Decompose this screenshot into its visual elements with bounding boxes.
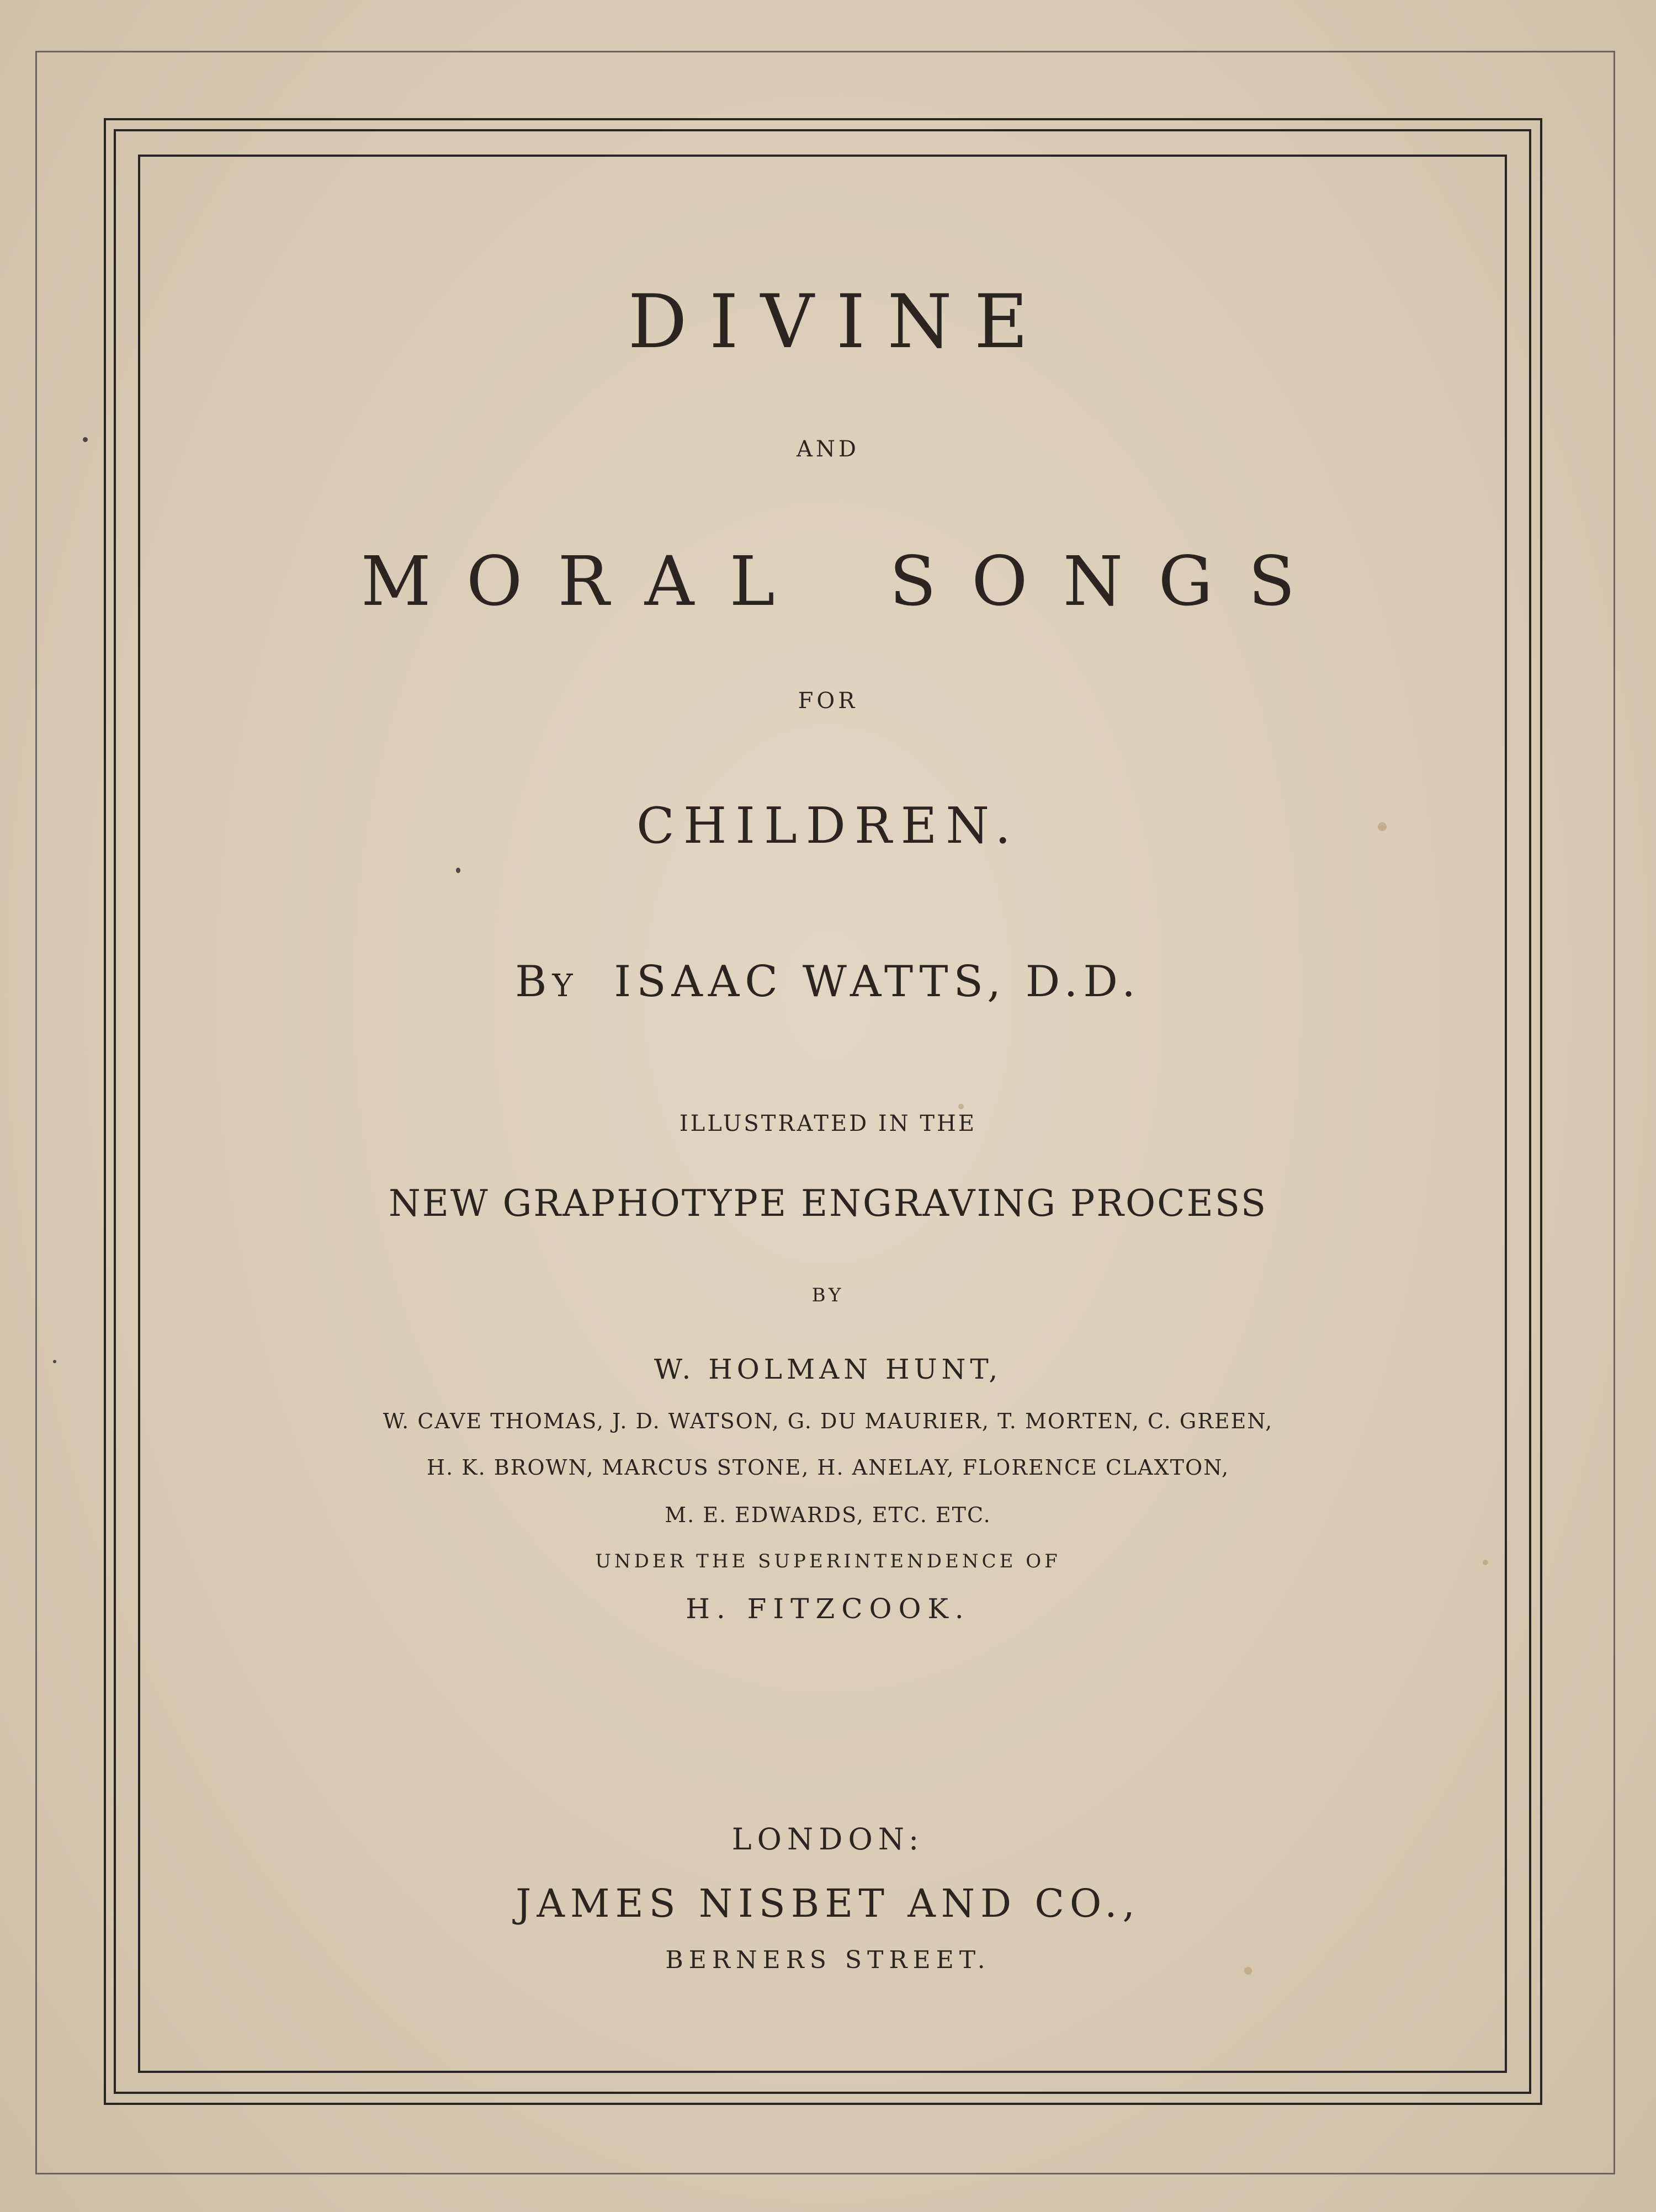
foxing-speck bbox=[958, 1104, 964, 1109]
illustrators-line-1: W. CAVE THOMAS, J. D. WATSON, G. DU MAURIER, T. MORTEN, C. GREEN, bbox=[383, 1409, 1273, 1433]
illustrators-line-3: M. E. EDWARDS, ETC. ETC. bbox=[665, 1503, 991, 1527]
byline-by-rest: Y bbox=[552, 968, 578, 1004]
engraving-process: NEW GRAPHOTYPE ENGRAVING PROCESS bbox=[388, 1182, 1268, 1225]
superintendence-label: UNDER THE SUPERINTENDENCE OF bbox=[595, 1550, 1061, 1572]
superintendent-name: H. FITZCOOK. bbox=[686, 1593, 970, 1625]
connector-and: AND bbox=[797, 437, 859, 462]
byline-by-initial: B bbox=[515, 957, 553, 1007]
connector-for: FOR bbox=[798, 688, 858, 714]
imprint-city: LONDON: bbox=[731, 1822, 925, 1857]
title-line-children: CHILDREN. bbox=[636, 797, 1020, 855]
byline bbox=[0, 957, 1656, 1007]
by-label: BY bbox=[811, 1284, 845, 1306]
imprint-publisher: JAMES NISBET AND CO., bbox=[516, 1881, 1140, 1926]
imprint-street: BERNERS STREET. bbox=[665, 1946, 991, 1974]
author-name: ISAAC WATTS, D.D. bbox=[614, 957, 1141, 1007]
foxing-speck bbox=[456, 868, 460, 873]
illustrators-line-2: H. K. BROWN, MARCUS STONE, H. ANELAY, FLORENCE CLAXTON, bbox=[426, 1455, 1230, 1480]
illustrated-in-the: ILLUSTRATED IN THE bbox=[679, 1111, 977, 1136]
lead-illustrator: W. HOLMAN HUNT, bbox=[654, 1353, 1002, 1385]
title-line-divine: DIVINE bbox=[628, 279, 1050, 365]
title-line-moral-songs: MORAL SONGS bbox=[360, 542, 1331, 621]
